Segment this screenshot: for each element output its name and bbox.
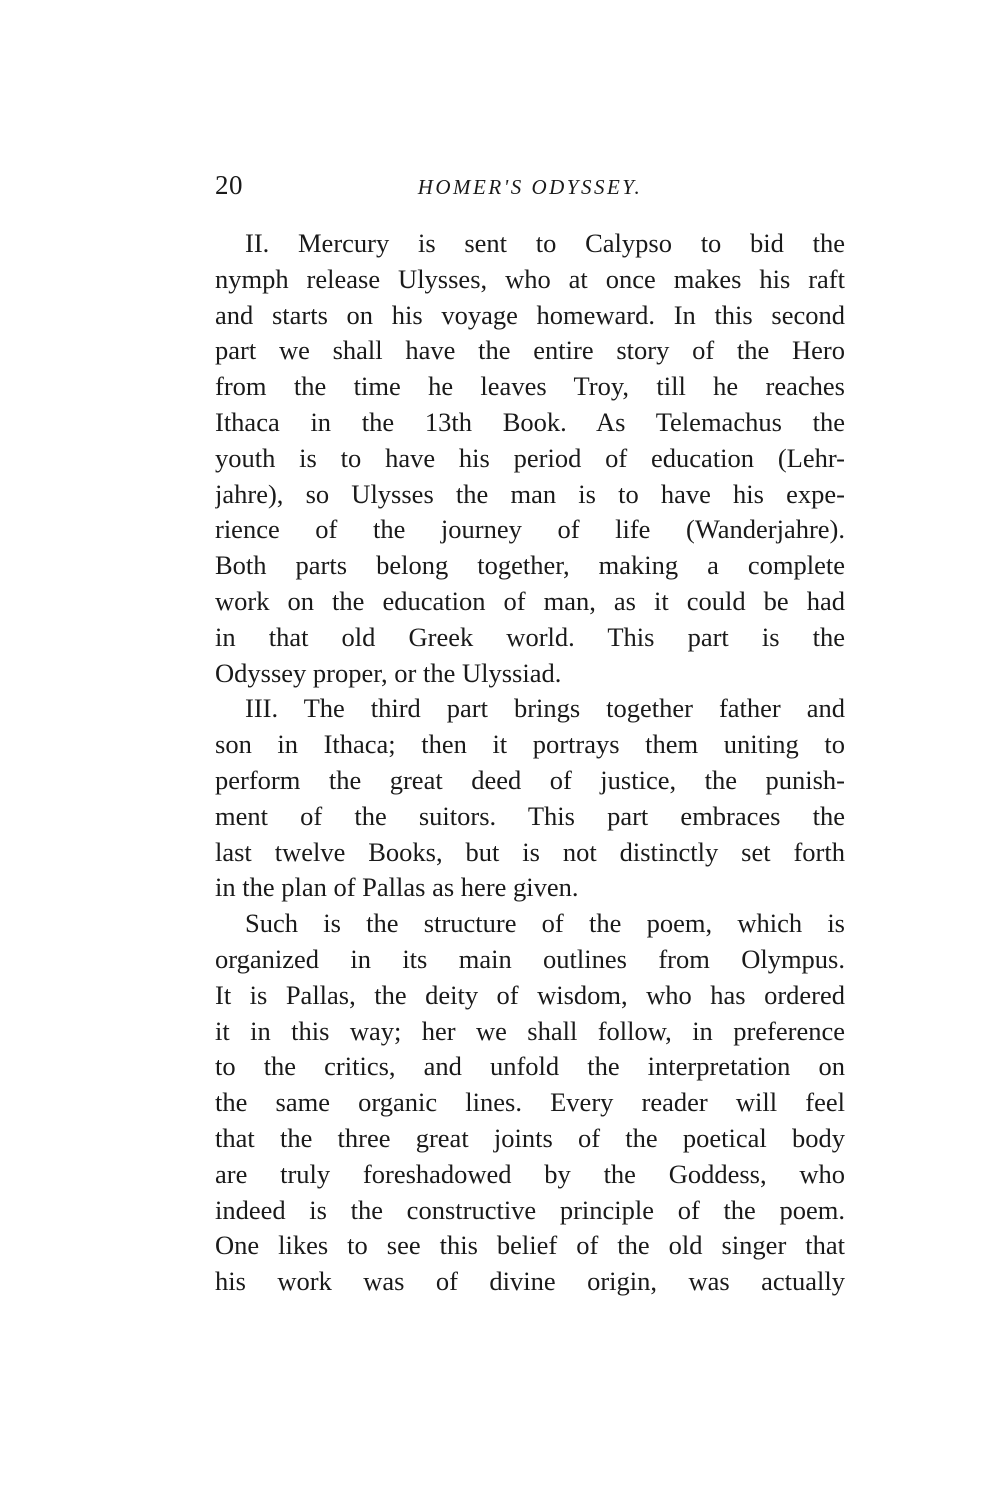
text-line: organized in its main outlines from Olympus.	[215, 943, 845, 974]
text-line: Odyssey proper, or the Ulyssiad.	[215, 657, 562, 688]
text-line: indeed is the constructive principle of the poem.	[215, 1194, 845, 1225]
text-line: to the critics, and unfold the interpretation on	[215, 1051, 845, 1082]
text-line: and starts on his voyage homeward. In this second	[215, 299, 845, 330]
text-line: perform the great deed of justice, the punish-	[215, 764, 845, 795]
text-line: that the three great joints of the poetical body	[215, 1122, 845, 1153]
text-line: youth is to have his period of education (Lehr-	[215, 442, 845, 473]
text-line: rience of the journey of life (Wanderjahre).	[215, 514, 845, 545]
text-line: ment of the suitors. This part embraces the	[215, 800, 845, 831]
page-number: 20	[215, 170, 243, 200]
running-title: HOMER'S ODYSSEY.	[417, 175, 643, 199]
running-head	[215, 170, 845, 210]
text-line: III. The third part brings together father and	[245, 693, 845, 724]
text-line: work on the education of man, as it could be had	[215, 585, 845, 616]
text-line: the same organic lines. Every reader will feel	[215, 1087, 845, 1118]
text-line: son in Ithaca; then it portrays them uniting to	[215, 729, 845, 760]
text-line: in the plan of Pallas as here given.	[215, 872, 579, 903]
text-line: in that old Greek world. This part is the	[215, 621, 845, 652]
text-line: nymph release Ulysses, who at once makes his raft	[215, 263, 845, 294]
text-line: his work was of divine origin, was actually	[215, 1266, 845, 1297]
text-line: it in this way; her we shall follow, in preference	[215, 1015, 845, 1046]
text-line: jahre), so Ulysses the man is to have his expe-	[215, 478, 845, 509]
text-line: last twelve Books, but is not distinctly set forth	[215, 836, 845, 867]
text-line: One likes to see this belief of the old singer that	[215, 1230, 845, 1261]
text-line: It is Pallas, the deity of wisdom, who has ordered	[215, 979, 845, 1010]
text-line: part we shall have the entire story of the Hero	[215, 335, 845, 366]
body-text	[215, 226, 845, 1300]
text-line: Both parts belong together, making a complete	[215, 550, 845, 581]
text-line: Such is the structure of the poem, which is	[245, 908, 845, 939]
text-line: from the time he leaves Troy, till he reaches	[215, 371, 845, 402]
text-line: are truly foreshadowed by the Goddess, who	[215, 1158, 845, 1189]
text-line: II. Mercury is sent to Calypso to bid the	[245, 228, 845, 258]
text-line: Ithaca in the 13th Book. As Telemachus the	[215, 406, 845, 437]
